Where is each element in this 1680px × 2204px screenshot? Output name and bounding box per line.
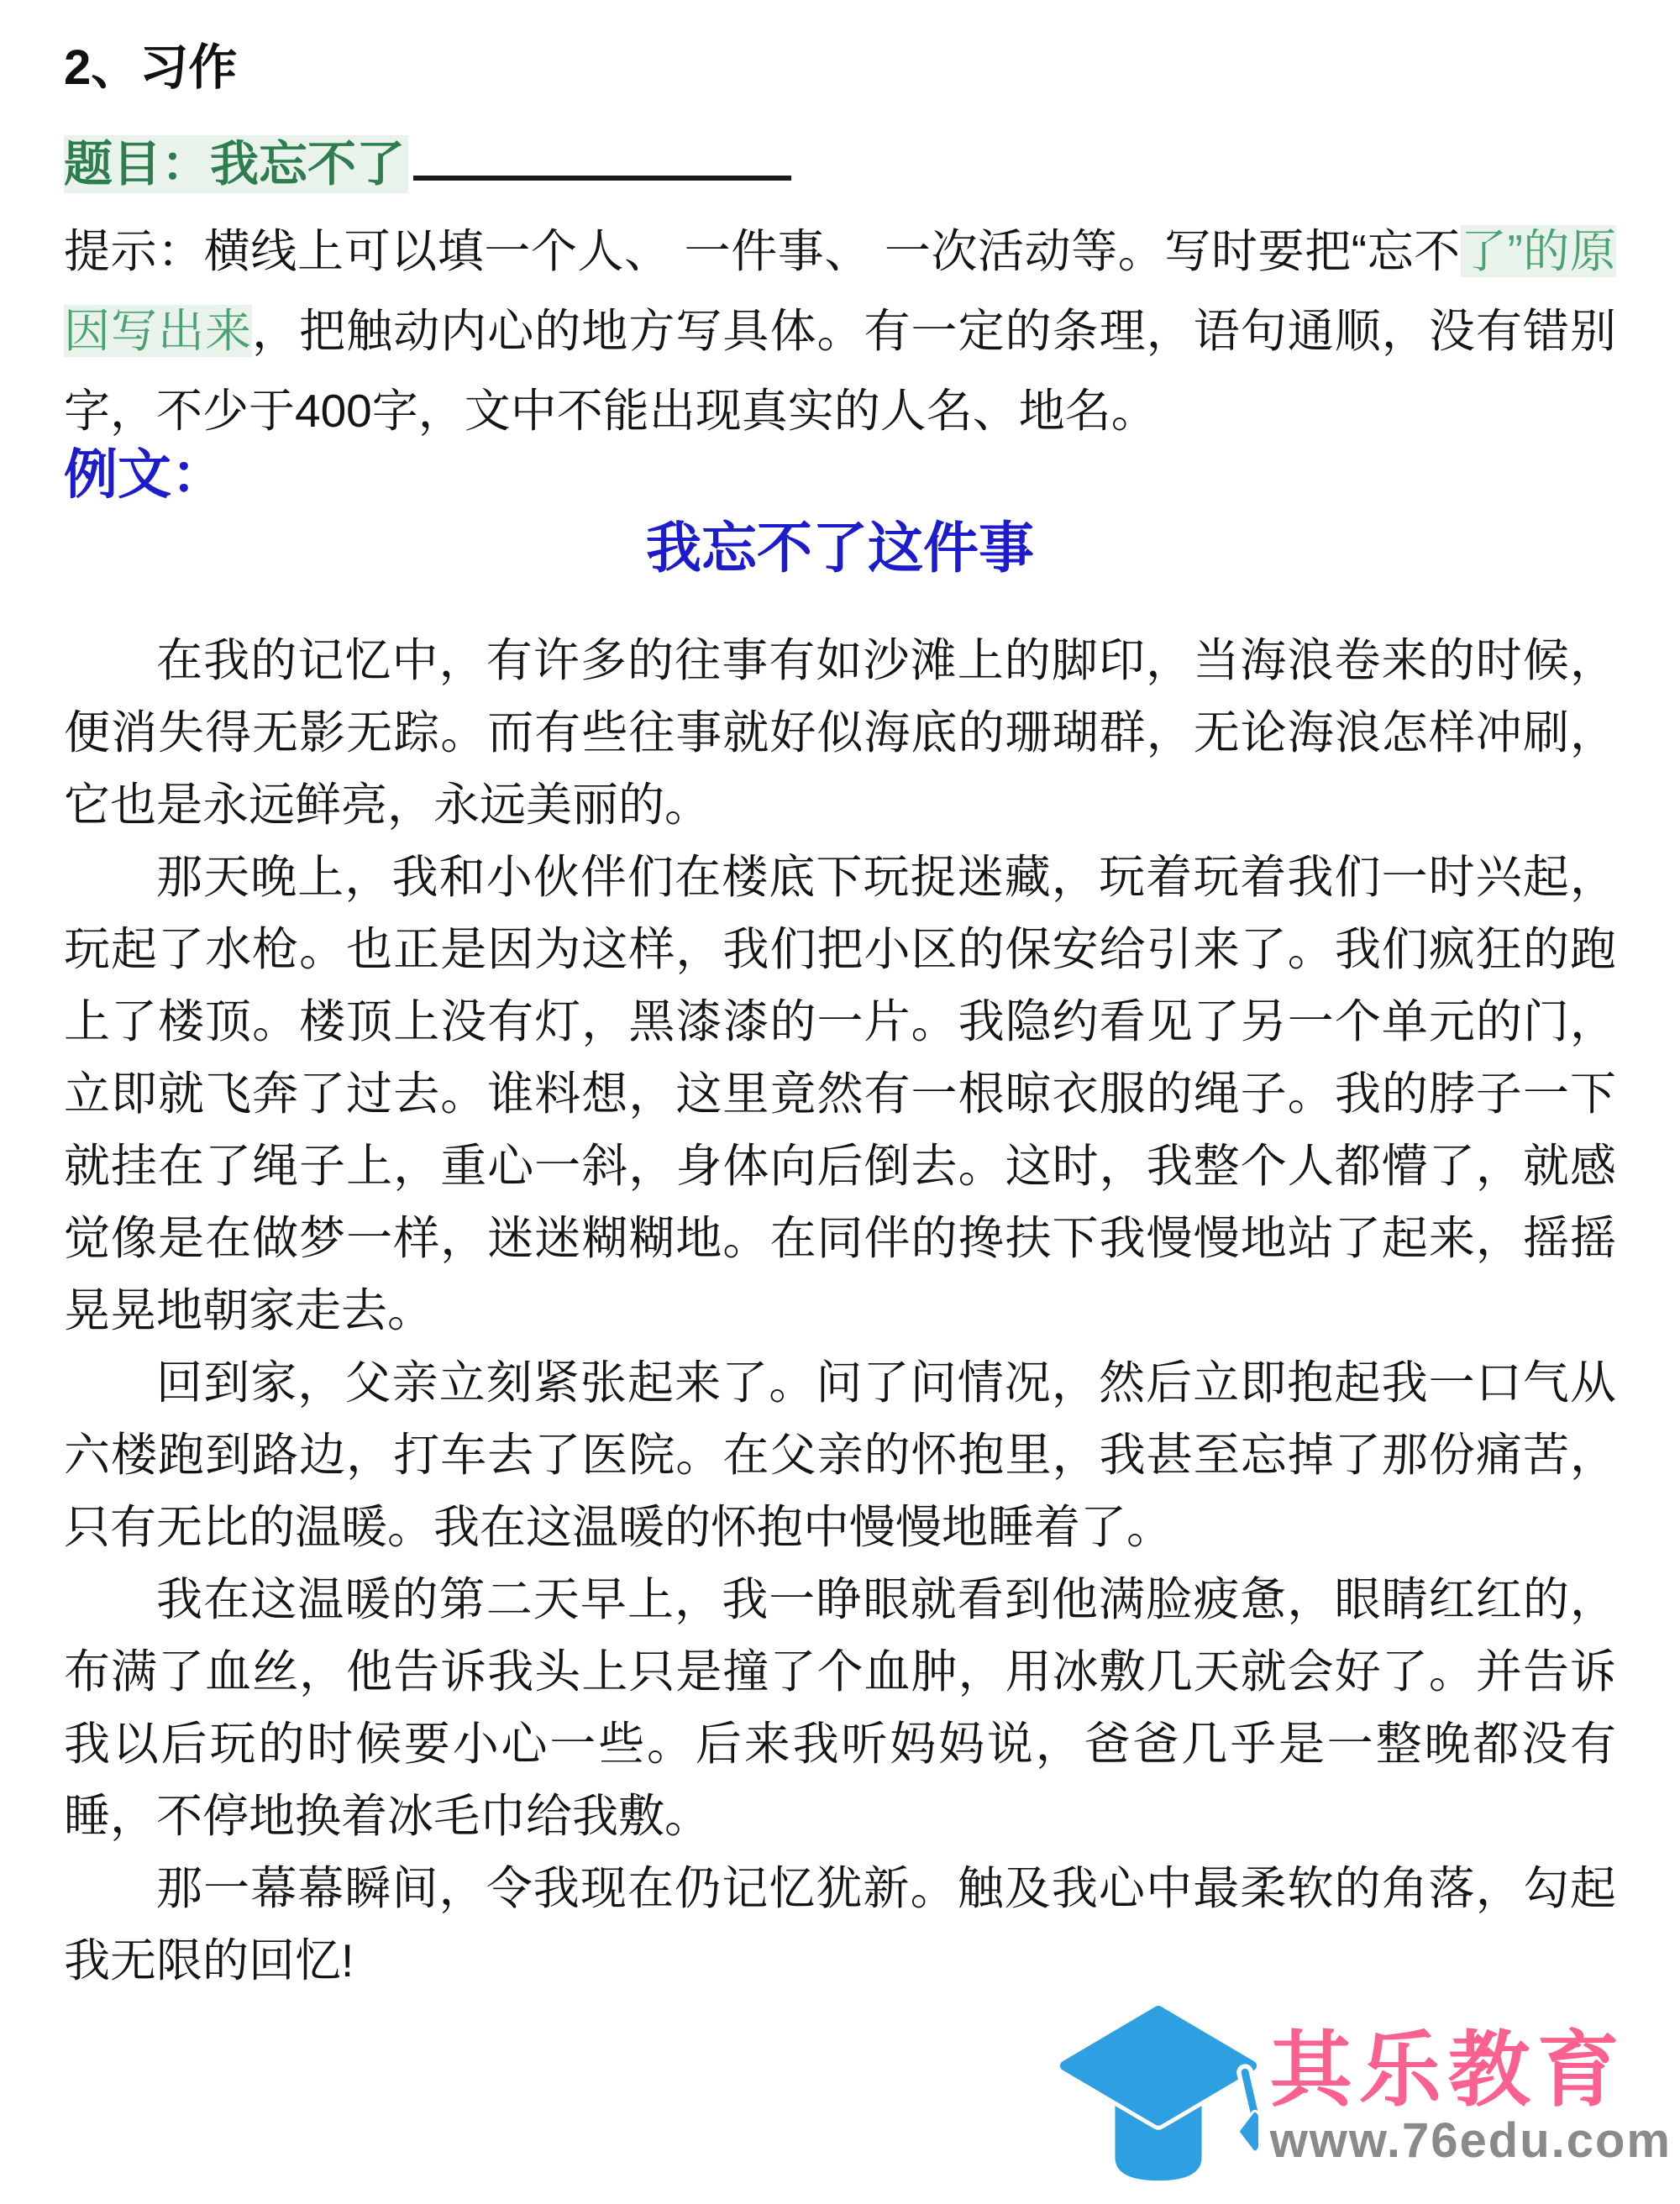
brand-watermark [1058, 1997, 1672, 2197]
essay-body [64, 624, 1616, 1997]
essay-paragraph-3: 回到家，父亲立刻紧张起来了。问了问情况，然后立即抱起我一口气从六楼跑到路边，打车去了医院。在父亲的怀抱里，我甚至忘掉了那份痛苦，只有无比的温暖。我在这温暖的怀抱中慢慢地睡着了。 [64, 1357, 1616, 1554]
example-label: 例文： [64, 444, 225, 506]
topic-row [64, 131, 1616, 195]
fill-in-blank-line [413, 131, 791, 181]
topic-label: 题目：我忘不了 [64, 135, 408, 193]
brand-name: 其乐教育 [1269, 2023, 1626, 2116]
section-heading: 2、习作 [64, 40, 238, 95]
brand-url: www.76edu.com [1269, 2113, 1672, 2168]
essay-paragraph-5: 那一幕幕瞬间，令我现在仍记忆犹新。触及我心中最柔软的角落，勾起我无限的回忆! [64, 1862, 1616, 1987]
hint-text-part1: 提示：横线上可以填一个人、 一件事、 一次活动等。写时要把“忘不 [64, 225, 1461, 278]
hint-text-green: 了”的原因写出来 [64, 225, 1616, 358]
hint-text-part2: ，把触动内心的地方写具体。有一定的条理，语句通顺，没有错别字，不少于400字，文中不能出现真实的人名、地名。 [64, 305, 1616, 438]
hint-paragraph [64, 212, 1616, 451]
brand-text-block [1269, 2023, 1672, 2169]
graduation-cap-icon [1058, 1997, 1258, 2197]
essay-paragraph-4: 我在这温暖的第二天早上，我一睁眼就看到他满脸疲惫，眼睛红红的，布满了血丝，他告诉我头上只是撞了个血肿，用冰敷几天就会好了。并告诉我以后玩的时候要小心一些。后来我听妈妈说，爸爸几乎是一整晚都没有睡，不停地换着冰毛巾给我敷。 [64, 1573, 1616, 1843]
essay-paragraph-1: 在我的记忆中，有许多的往事有如沙滩上的脚印，当海浪卷来的时候，便消失得无影无踪。而有些往事就好似海底的珊瑚群，无论海浪怎样冲刷，它也是永远鲜亮，永远美丽的。 [64, 634, 1616, 832]
essay-paragraph-2: 那天晚上，我和小伙伴们在楼底下玩捉迷藏，玩着玩着我们一时兴起，玩起了水枪。也正是因为这样，我们把小区的保安给引来了。我们疯狂的跑上了楼顶。楼顶上没有灯，黑漆漆的一片。我隐约看见了另一个单元的门，立即就飞奔了过去。谁料想，这里竟然有一根晾衣服的绳子。我的脖子一下就挂在了绳子上，重心一斜，身体向后倒去。这时，我整个人都懵了，就感觉像是在做梦一样，迷迷糊糊地。在同伴的搀扶下我慢慢地站了起来，摇摇晃晃地朝家走去。 [64, 851, 1616, 1337]
essay-title: 我忘不了这件事 [646, 517, 1034, 580]
